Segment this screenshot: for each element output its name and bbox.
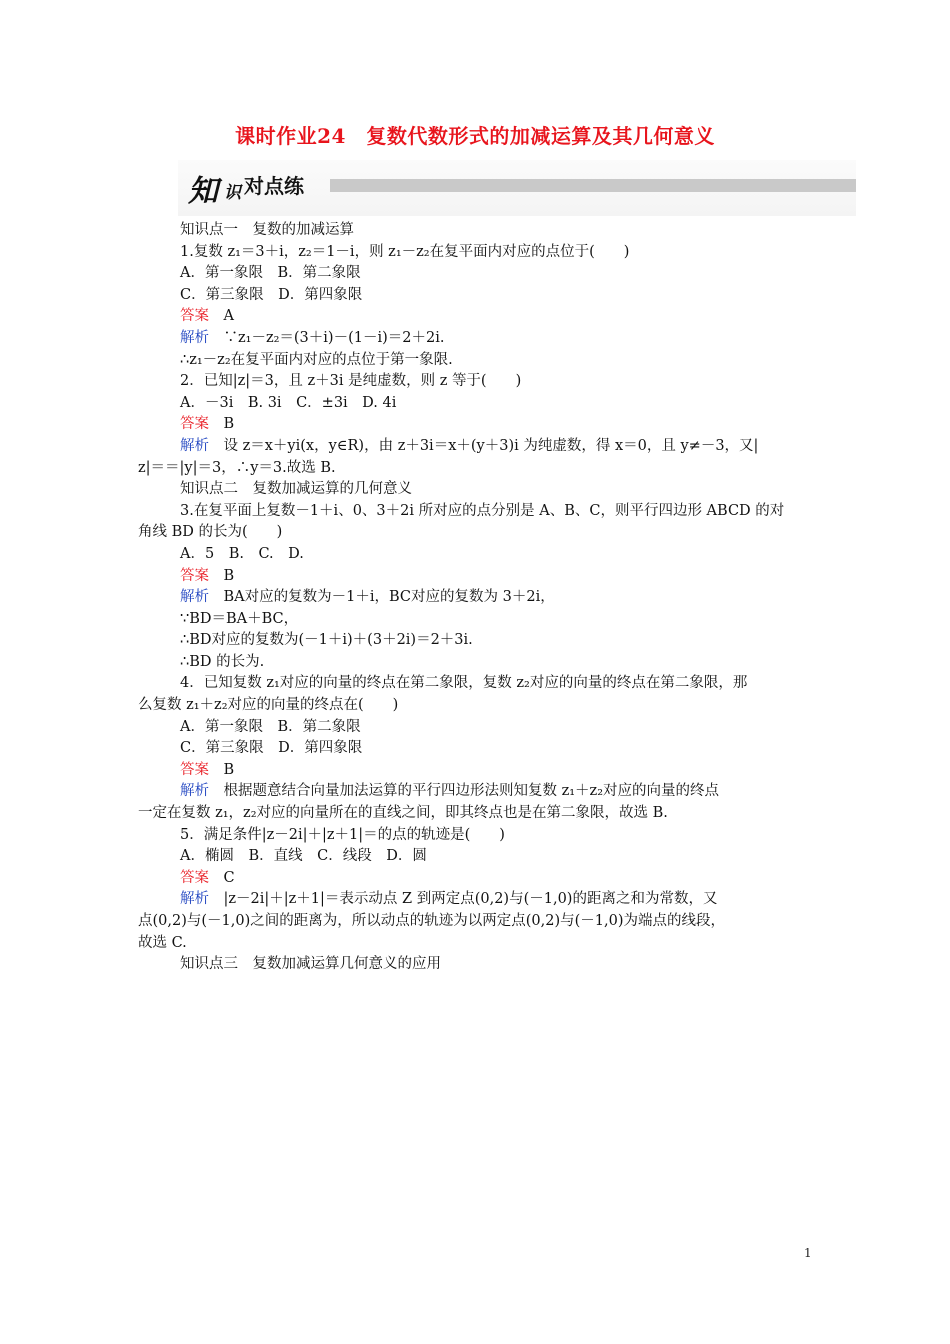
banner-text: 对点练 [244, 174, 304, 198]
options: A．－3i B. 3i C．±3i D. 4i [180, 394, 397, 411]
analysis-text: 设 z＝x＋yi(x，y∈R)，由 z＋3i＝x＋(y＋3)i 为纯虚数，得 x＝0，且 y≠－3，又| [223, 437, 759, 454]
analysis-text: 一定在复数 z₁，z₂对应的向量所在的直线之间，即其终点也是在第二象限，故选 B. [138, 805, 668, 822]
section-banner [178, 160, 856, 216]
answer-label: 答案 [180, 567, 209, 584]
options: C．第三象限 D．第四象限 [180, 286, 363, 303]
analysis-line [138, 436, 818, 458]
answer-label: 答案 [180, 308, 209, 325]
question-4-cont: 么复数 z₁＋z₂对应的向量的终点在( ) [138, 697, 399, 714]
banner-bar [330, 179, 856, 192]
analysis-text: ∵BD＝BA＋BC， [180, 610, 299, 627]
question-5: 5．满足条件|z－2i|＋|z＋1|＝的点的轨迹是( ) [180, 826, 505, 843]
analysis-label: 解析 [180, 329, 209, 346]
banner-char-big: 知 [188, 174, 218, 209]
analysis-line [138, 889, 818, 911]
answer-value: B [223, 567, 235, 584]
document-body [138, 220, 818, 976]
analysis-line [138, 781, 818, 803]
analysis-text: ∴BD 的长为. [180, 653, 265, 670]
answer-label: 答案 [180, 761, 209, 778]
analysis-text: 故选 C. [138, 934, 187, 951]
analysis-text: 点(0,2)与(－1,0)之间的距离为，所以动点的轨迹为以两定点(0,2)与(－1,0)为端点的线段， [138, 913, 725, 929]
analysis-label: 解析 [180, 783, 209, 800]
analysis-label: 解析 [180, 891, 209, 908]
analysis-text: ∵z₁－z₂＝(3＋i)－(1－i)＝2＋2i. [223, 329, 445, 346]
answer-label: 答案 [180, 416, 209, 433]
analysis-line [138, 328, 818, 350]
options: A．5 B. C. D. [180, 545, 304, 562]
section-heading: 知识点三 复数加减运算几何意义的应用 [180, 956, 441, 973]
page-title: 课时作业24 复数代数形式的加减运算及其几何意义 [235, 124, 715, 148]
options: A．第一象限 B．第二象限 [180, 265, 361, 282]
answer-value: B [223, 761, 235, 778]
question-2: 2．已知|z|＝3，且 z＋3i 是纯虚数，则 z 等于( ) [180, 373, 522, 390]
section-heading: 知识点一 复数的加减运算 [180, 222, 354, 238]
question-1: 1.复数 z₁＝3＋i，z₂＝1－i，则 z₁－z₂在复平面内对应的点位于( ) [180, 243, 630, 260]
analysis-text: z|＝＝|y|＝3，∴y＝3.故选 B. [138, 459, 336, 476]
analysis-text: BA对应的复数为－1＋i，BC对应的复数为 3＋2i， [223, 589, 555, 606]
analysis-text: ∴z₁－z₂在复平面内对应的点位于第一象限. [180, 351, 453, 368]
answer-label: 答案 [180, 869, 209, 886]
options: A．椭圆 B．直线 C．线段 D．圆 [180, 848, 427, 865]
answer-line [138, 760, 818, 782]
answer-value: A [223, 308, 234, 325]
answer-value: C [223, 869, 235, 886]
banner-char-small: 识 [224, 183, 241, 203]
section-heading: 知识点二 复数加减运算的几何意义 [180, 481, 412, 498]
question-3-cont: 角线 BD 的长为( ) [138, 524, 283, 541]
answer-line [138, 414, 818, 436]
answer-value: B [223, 416, 235, 433]
options: A．第一象限 B．第二象限 [180, 718, 361, 735]
analysis-label: 解析 [180, 437, 209, 454]
answer-line [138, 566, 818, 588]
page-number: 1 [804, 1246, 812, 1260]
answer-line [138, 868, 818, 890]
answer-line [138, 306, 818, 328]
analysis-label: 解析 [180, 589, 209, 606]
analysis-line [138, 587, 818, 609]
options: C．第三象限 D．第四象限 [180, 740, 363, 757]
analysis-text: 根据题意结合向量加法运算的平行四边形法则知复数 z₁＋z₂对应的向量的终点 [223, 783, 720, 800]
question-3: 3.在复平面上复数－1＋i、0、3＋2i 所对应的点分别是 A、B、C，则平行四边形 ABCD 的对 [180, 502, 785, 519]
question-4: 4．已知复数 z₁对应的向量的终点在第二象限，复数 z₂对应的向量的终点在第二象限，那 [180, 675, 748, 692]
analysis-text: |z－2i|＋|z＋1|＝表示动点 Z 到两定点(0,2)与(－1,0)的距离之和为常数，又 [223, 891, 718, 908]
analysis-text: ∴BD对应的复数为(－1＋i)＋(3＋2i)＝2＋3i. [180, 632, 473, 649]
